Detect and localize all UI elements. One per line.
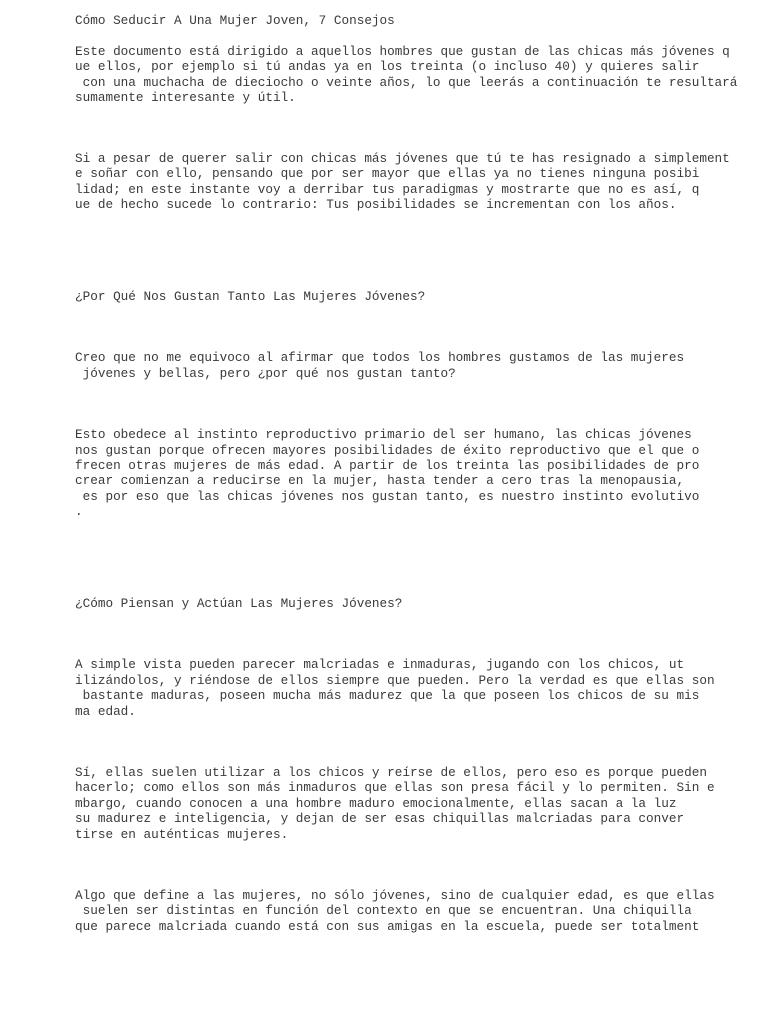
paragraph-4-line-3: frecen otras mujeres de más edad. A partir de los treinta las posibilidades de pro	[75, 458, 700, 473]
paragraph-3-line-2: jóvenes y bellas, pero ¿por qué nos gustan tanto?	[75, 366, 456, 381]
paragraph-1-line-1: Este documento está dirigido a aquellos hombres que gustan de las chicas más jóvenes q	[75, 44, 730, 59]
paragraph-5-line-1: A simple vista pueden parecer malcriadas e inmaduras, jugando con los chicos, ut	[75, 657, 685, 672]
section-heading-1: ¿Por Qué Nos Gustan Tanto Las Mujeres Jóvenes?	[75, 289, 426, 304]
paragraph-4-line-5: es por eso que las chicas jóvenes nos gustan tanto, es nuestro instinto evolutivo	[75, 489, 700, 504]
paragraph-2-line-4: ue de hecho sucede lo contrario: Tus posibilidades se incrementan con los años.	[75, 197, 677, 212]
document-title: Cómo Seducir A Una Mujer Joven, 7 Consejos	[75, 13, 395, 28]
paragraph-4-line-2: nos gustan porque ofrecen mayores posibilidades de éxito reproductivo que el que o	[75, 443, 700, 458]
paragraph-1-line-4: sumamente interesante y útil.	[75, 90, 296, 105]
paragraph-6-line-1: Sí, ellas suelen utilizar a los chicos y reírse de ellos, pero eso es porque pueden	[75, 765, 707, 780]
paragraph-1-line-3: con una muchacha de dieciocho o veinte años, lo que leerás a continuación te resultará	[75, 75, 738, 90]
paragraph-1-line-2: ue ellos, por ejemplo si tú andas ya en los treinta (o incluso 40) y quieres salir	[75, 59, 700, 74]
paragraph-6-line-2: hacerlo; como ellos son más inmaduros que ellas son presa fácil y lo permiten. Sin e	[75, 780, 715, 795]
paragraph-6-line-3: mbargo, cuando conocen a una hombre maduro emocionalmente, ellas sacan a la luz	[75, 796, 677, 811]
paragraph-4-line-4: crear comienzan a reducirse en la mujer, hasta tender a cero tras la menopausia,	[75, 473, 685, 488]
paragraph-4-line-6: .	[75, 504, 83, 519]
paragraph-6-line-5: tirse en auténticas mujeres.	[75, 827, 289, 842]
section-heading-2: ¿Cómo Piensan y Actúan Las Mujeres Jóvenes?	[75, 596, 403, 611]
paragraph-7-line-2: suelen ser distintas en función del contexto en que se encuentran. Una chiquilla	[75, 903, 692, 918]
paragraph-5-line-4: ma edad.	[75, 704, 136, 719]
paragraph-5-line-3: bastante maduras, poseen mucha más madurez que la que poseen los chicos de su mis	[75, 688, 700, 703]
paragraph-3-line-1: Creo que no me equivoco al afirmar que todos los hombres gustamos de las mujeres	[75, 350, 685, 365]
paragraph-2-line-2: e soñar con ello, pensando que por ser mayor que ellas ya no tienes ninguna posibi	[75, 166, 700, 181]
paragraph-2-line-1: Si a pesar de querer salir con chicas más jóvenes que tú te has resignado a simplement	[75, 151, 730, 166]
paragraph-2-line-3: lidad; en este instante voy a derribar tus paradigmas y mostrarte que no es así, q	[75, 182, 700, 197]
paragraph-7-line-3: que parece malcriada cuando está con sus amigas en la escuela, puede ser totalment	[75, 919, 700, 934]
paragraph-6-line-4: su madurez e inteligencia, y dejan de ser esas chiquillas malcriadas para conver	[75, 811, 685, 826]
paragraph-4-line-1: Esto obedece al instinto reproductivo primario del ser humano, las chicas jóvenes	[75, 427, 692, 442]
paragraph-5-line-2: ilizándolos, y riéndose de ellos siempre que pueden. Pero la verdad es que ellas son	[75, 673, 715, 688]
paragraph-7-line-1: Algo que define a las mujeres, no sólo jóvenes, sino de cualquier edad, es que ellas	[75, 888, 715, 903]
